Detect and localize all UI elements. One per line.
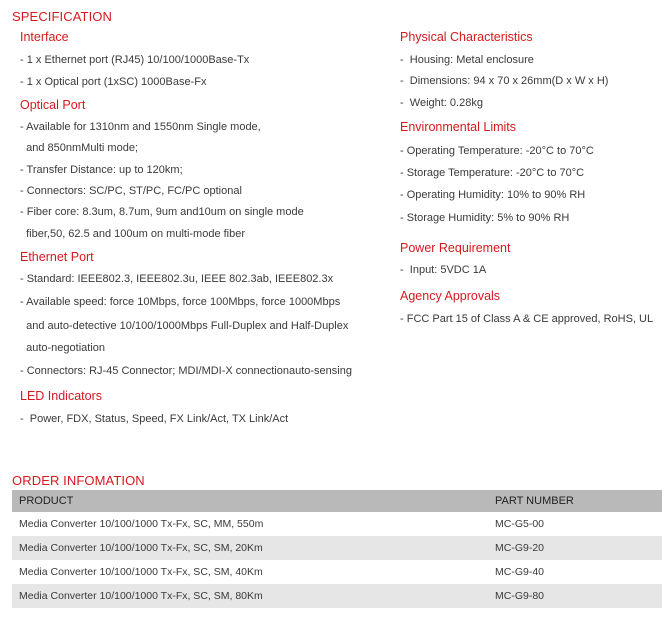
ethernet-line-3: and auto-detective 10/100/1000Mbps Full-Duplex and Half-Duplex <box>20 320 349 332</box>
agency-approvals-heading: Agency Approvals <box>400 289 501 303</box>
optical-line-5: - Fiber core: 8.3um, 8.7um, 9um and10um on single mode <box>20 206 304 218</box>
environmental-limits-heading: Environmental Limits <box>400 120 517 134</box>
specification-title: SPECIFICATION <box>12 9 113 24</box>
table-row <box>12 584 662 608</box>
physical-line-1: - Housing: Metal enclosure <box>400 54 534 66</box>
part-number-cell: MC-G5-00 <box>495 518 545 530</box>
ethernet-line-2: - Available speed: force 10Mbps, force 100Mbps, force 1000Mbps <box>20 296 341 308</box>
part-number-cell: MC-G9-20 <box>488 536 662 560</box>
ethernet-port-heading: Ethernet Port <box>20 250 94 264</box>
part-number-cell: MC-G9-40 <box>495 566 545 578</box>
led-line-1: - Power, FDX, Status, Speed, FX Link/Act, TX Link/Act <box>20 413 289 425</box>
interface-line-2: - 1 x Optical port (1xSC) 1000Base-Fx <box>20 76 207 88</box>
table-row <box>12 536 662 560</box>
order-table-header <box>12 490 662 512</box>
physical-line-2: - Dimensions: 94 x 70 x 26mm(D x W x H) <box>400 75 609 87</box>
product-cell: Media Converter 10/100/1000 Tx-Fx, SC, SM, 80Km <box>12 584 488 608</box>
environmental-line-2: - Storage Temperature: -20°C to 70°C <box>400 167 585 179</box>
optical-port-heading: Optical Port <box>20 98 86 112</box>
agency-line-1: - FCC Part 15 of Class A & CE approved, RoHS, UL <box>400 313 654 325</box>
optical-line-1: - Available for 1310nm and 1550nm Single mode, <box>20 121 261 133</box>
optical-line-6: fiber,50, 62.5 and 100um on multi-mode fiber <box>20 228 246 240</box>
product-column-header: PRODUCT <box>12 490 488 512</box>
ethernet-line-5: - Connectors: RJ-45 Connector; MDI/MDI-X connectionauto-sensing <box>20 365 352 377</box>
table-row <box>12 512 662 536</box>
product-cell: Media Converter 10/100/1000 Tx-Fx, SC, SM, 40Km <box>19 566 263 578</box>
product-cell: Media Converter 10/100/1000 Tx-Fx, SC, MM, 550m <box>19 518 264 530</box>
ethernet-line-4: auto-negotiation <box>20 342 106 354</box>
environmental-line-1: - Operating Temperature: -20°C to 70°C <box>400 145 594 157</box>
ethernet-line-1: - Standard: IEEE802.3, IEEE802.3u, IEEE 802.3ab, IEEE802.3x <box>20 273 334 285</box>
product-cell: Media Converter 10/100/1000 Tx-Fx, SC, SM, 20Km <box>12 536 488 560</box>
optical-line-4: - Connectors: SC/PC, ST/PC, FC/PC optional <box>20 185 242 197</box>
table-row <box>12 560 662 584</box>
part-number-cell: MC-G9-80 <box>488 584 662 608</box>
physical-line-3: - Weight: 0.28kg <box>400 97 483 109</box>
physical-characteristics-heading: Physical Characteristics <box>400 30 533 44</box>
order-information-title: ORDER INFOMATION <box>12 473 145 488</box>
power-requirement-heading: Power Requirement <box>400 241 511 255</box>
interface-heading: Interface <box>20 30 69 44</box>
interface-line-1: - 1 x Ethernet port (RJ45) 10/100/1000Base-Tx <box>20 54 250 66</box>
part-number-column-header: PART NUMBER <box>488 490 662 512</box>
led-indicators-heading: LED Indicators <box>20 389 102 403</box>
power-line-1: - Input: 5VDC 1A <box>400 264 487 276</box>
environmental-line-4: - Storage Humidity: 5% to 90% RH <box>400 212 570 224</box>
order-table <box>12 490 662 608</box>
optical-line-3: - Transfer Distance: up to 120km; <box>20 164 183 176</box>
optical-line-2: and 850nmMulti mode; <box>20 142 139 154</box>
environmental-line-3: - Operating Humidity: 10% to 90% RH <box>400 189 586 201</box>
